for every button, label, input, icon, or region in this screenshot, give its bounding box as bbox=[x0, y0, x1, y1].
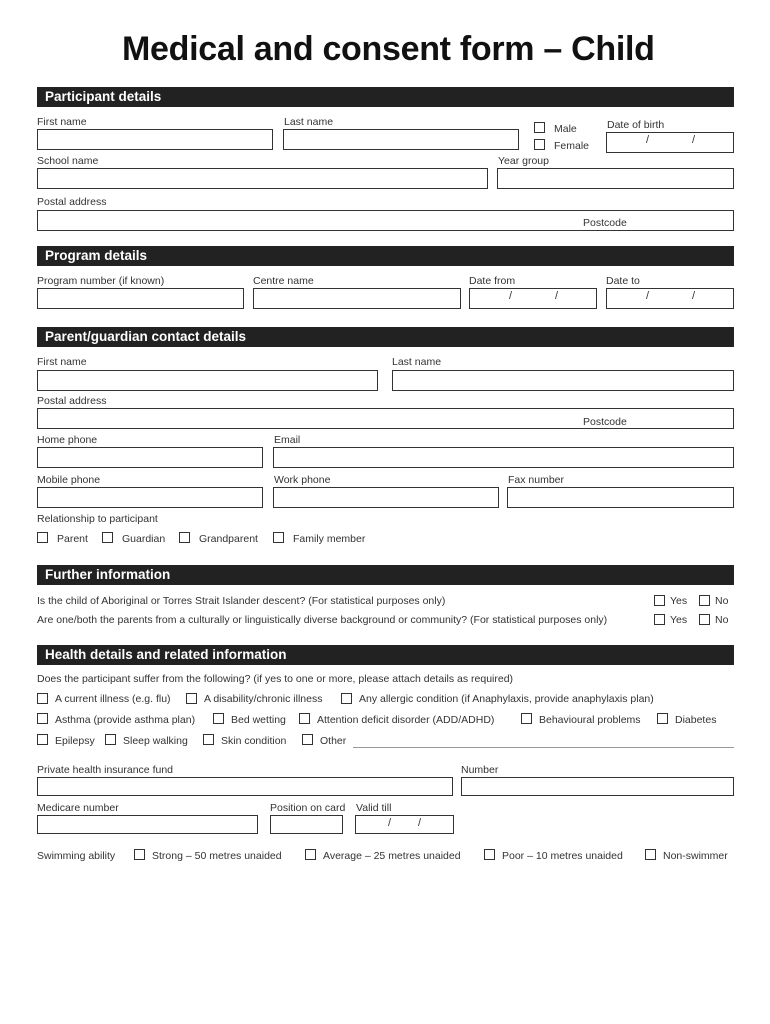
swim-strong-label: Strong – 50 metres unaided bbox=[152, 850, 282, 862]
date-separator: / bbox=[555, 290, 559, 302]
email-field[interactable] bbox=[273, 447, 734, 468]
date-from-field[interactable] bbox=[469, 288, 597, 309]
parent-first-name-field[interactable] bbox=[37, 370, 378, 391]
centre-name-label: Centre name bbox=[253, 275, 314, 287]
sleep-walking-label: Sleep walking bbox=[123, 735, 188, 747]
diabetes-label: Diabetes bbox=[675, 714, 717, 726]
swim-poor-label: Poor – 10 metres unaided bbox=[502, 850, 623, 862]
home-phone-field[interactable] bbox=[37, 447, 263, 468]
no-label: No bbox=[715, 614, 729, 626]
participant-first-name-field[interactable] bbox=[37, 129, 273, 150]
disability-label: A disability/chronic illness bbox=[204, 693, 323, 705]
insurance-fund-field[interactable] bbox=[37, 777, 453, 796]
school-name-field[interactable] bbox=[37, 168, 488, 189]
non-swimmer-checkbox[interactable] bbox=[645, 849, 656, 860]
relationship-label: Relationship to participant bbox=[37, 513, 158, 525]
date-separator: / bbox=[418, 817, 422, 829]
other-condition-checkbox[interactable] bbox=[302, 734, 313, 745]
other-condition-line[interactable] bbox=[353, 747, 734, 748]
date-separator: / bbox=[692, 290, 696, 302]
parent-postal-label: Postal address bbox=[37, 395, 107, 407]
fax-number-label: Fax number bbox=[508, 474, 565, 486]
date-to-field[interactable] bbox=[606, 288, 734, 309]
swim-strong-checkbox[interactable] bbox=[134, 849, 145, 860]
current-illness-checkbox[interactable] bbox=[37, 693, 48, 704]
date-separator: / bbox=[646, 290, 650, 302]
insurance-number-field[interactable] bbox=[461, 777, 734, 796]
yes-label: Yes bbox=[670, 614, 688, 626]
swim-average-label: Average – 25 metres unaided bbox=[323, 850, 461, 862]
disability-checkbox[interactable] bbox=[186, 693, 197, 704]
asthma-checkbox[interactable] bbox=[37, 713, 48, 724]
valid-till-field[interactable] bbox=[355, 815, 454, 834]
non-swimmer-label: Non-swimmer bbox=[663, 850, 728, 862]
diabetes-checkbox[interactable] bbox=[657, 713, 668, 724]
program-number-label: Program number (if known) bbox=[37, 275, 165, 287]
no-label: No bbox=[715, 595, 729, 607]
work-phone-field[interactable] bbox=[273, 487, 499, 508]
parent-option-label: Parent bbox=[57, 533, 88, 545]
dob-separator: / bbox=[646, 134, 650, 146]
parent-first-name-label: First name bbox=[37, 356, 87, 368]
medicare-number-field[interactable] bbox=[37, 815, 258, 834]
section-parent-guardian: Parent/guardian contact details bbox=[37, 327, 734, 347]
medicare-number-label: Medicare number bbox=[37, 802, 119, 814]
guardian-option-label: Guardian bbox=[122, 533, 166, 545]
section-program-details: Program details bbox=[37, 246, 734, 266]
male-checkbox[interactable] bbox=[534, 122, 545, 133]
family-member-option-label: Family member bbox=[293, 533, 366, 545]
participant-postcode-label: Postcode bbox=[583, 217, 627, 229]
behavioural-problems-label: Behavioural problems bbox=[539, 714, 641, 726]
date-separator: / bbox=[509, 290, 513, 302]
add-adhd-label: Attention deficit disorder (ADD/ADHD) bbox=[317, 714, 495, 726]
mobile-phone-field[interactable] bbox=[37, 487, 263, 508]
cultural-yes-checkbox[interactable] bbox=[654, 614, 665, 625]
add-adhd-checkbox[interactable] bbox=[299, 713, 310, 724]
skin-condition-checkbox[interactable] bbox=[203, 734, 214, 745]
year-group-label: Year group bbox=[498, 155, 549, 167]
date-to-label: Date to bbox=[606, 275, 640, 287]
skin-condition-label: Skin condition bbox=[221, 735, 287, 747]
asthma-label: Asthma (provide asthma plan) bbox=[55, 714, 196, 726]
swimming-ability-label: Swimming ability bbox=[37, 850, 116, 862]
participant-dob-label: Date of birth bbox=[607, 119, 665, 131]
family-member-checkbox[interactable] bbox=[273, 532, 284, 543]
bed-wetting-label: Bed wetting bbox=[231, 714, 286, 726]
parent-checkbox[interactable] bbox=[37, 532, 48, 543]
participant-last-name-field[interactable] bbox=[283, 129, 519, 150]
parent-last-name-field[interactable] bbox=[392, 370, 734, 391]
swim-average-checkbox[interactable] bbox=[305, 849, 316, 860]
insurance-number-label: Number bbox=[461, 764, 499, 776]
year-group-field[interactable] bbox=[497, 168, 734, 189]
female-checkbox[interactable] bbox=[534, 139, 545, 150]
female-label: Female bbox=[554, 140, 590, 152]
participant-postal-field[interactable] bbox=[37, 210, 734, 231]
section-further-information: Further information bbox=[37, 565, 734, 585]
work-phone-label: Work phone bbox=[274, 474, 331, 486]
yes-label: Yes bbox=[670, 595, 688, 607]
program-number-field[interactable] bbox=[37, 288, 244, 309]
health-question: Does the participant suffer from the following? (if yes to one or more, please attach details as required) bbox=[37, 673, 514, 685]
participant-first-name-label: First name bbox=[37, 116, 87, 128]
guardian-checkbox[interactable] bbox=[102, 532, 113, 543]
centre-name-field[interactable] bbox=[253, 288, 461, 309]
participant-dob-field[interactable] bbox=[606, 132, 734, 153]
home-phone-label: Home phone bbox=[37, 434, 98, 446]
participant-last-name-label: Last name bbox=[284, 116, 334, 128]
swim-poor-checkbox[interactable] bbox=[484, 849, 495, 860]
date-separator: / bbox=[388, 817, 392, 829]
date-from-label: Date from bbox=[469, 275, 516, 287]
allergic-condition-label: Any allergic condition (if Anaphylaxis, provide anaphylaxis plan) bbox=[359, 693, 654, 705]
valid-till-label: Valid till bbox=[356, 802, 392, 814]
fax-number-field[interactable] bbox=[507, 487, 734, 508]
aboriginal-question: Is the child of Aboriginal or Torres Strait Islander descent? (For statistical purposes only) bbox=[37, 595, 446, 607]
aboriginal-no-checkbox[interactable] bbox=[699, 595, 710, 606]
grandparent-checkbox[interactable] bbox=[179, 532, 190, 543]
email-label: Email bbox=[274, 434, 301, 446]
participant-postal-label: Postal address bbox=[37, 196, 107, 208]
aboriginal-yes-checkbox[interactable] bbox=[654, 595, 665, 606]
parent-postcode-label: Postcode bbox=[583, 416, 627, 428]
mobile-phone-label: Mobile phone bbox=[37, 474, 101, 486]
school-name-label: School name bbox=[37, 155, 99, 167]
behavioural-problems-checkbox[interactable] bbox=[521, 713, 532, 724]
male-label: Male bbox=[554, 123, 577, 135]
section-participant-details: Participant details bbox=[37, 87, 734, 107]
current-illness-label: A current illness (e.g. flu) bbox=[55, 693, 171, 705]
dob-separator: / bbox=[692, 134, 696, 146]
sleep-walking-checkbox[interactable] bbox=[105, 734, 116, 745]
section-health-details: Health details and related information bbox=[37, 645, 734, 665]
parent-postal-field[interactable] bbox=[37, 408, 734, 429]
parent-last-name-label: Last name bbox=[392, 356, 442, 368]
position-on-card-field[interactable] bbox=[270, 815, 343, 834]
bed-wetting-checkbox[interactable] bbox=[213, 713, 224, 724]
position-on-card-label: Position on card bbox=[270, 802, 346, 814]
grandparent-option-label: Grandparent bbox=[199, 533, 258, 545]
insurance-fund-label: Private health insurance fund bbox=[37, 764, 174, 776]
epilepsy-label: Epilepsy bbox=[55, 735, 95, 747]
other-condition-label: Other bbox=[320, 735, 347, 747]
cultural-no-checkbox[interactable] bbox=[699, 614, 710, 625]
epilepsy-checkbox[interactable] bbox=[37, 734, 48, 745]
allergic-condition-checkbox[interactable] bbox=[341, 693, 352, 704]
page-title: Medical and consent form – Child bbox=[122, 30, 655, 68]
cultural-background-question: Are one/both the parents from a culturally or linguistically diverse background or community? (For statistical purposes only) bbox=[37, 614, 608, 626]
